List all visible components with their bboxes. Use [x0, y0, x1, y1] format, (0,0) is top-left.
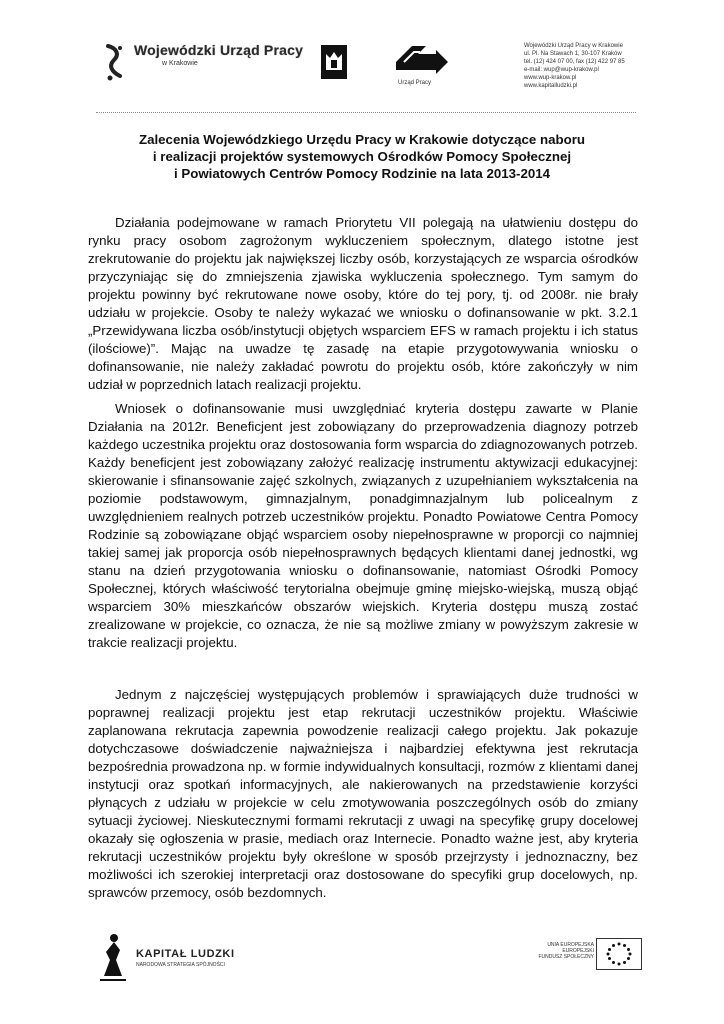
header-divider [96, 112, 636, 113]
wup-emblem-icon [102, 42, 128, 82]
urzad-pracy-arrow-icon [392, 40, 450, 78]
up-caption: Urząd Pracy [398, 80, 432, 86]
kapital-ludzki-logo [96, 930, 235, 986]
address-line: ul. Pl. Na Stawach 1, 30-107 Kraków [524, 51, 622, 57]
wup-sub: w Krakowie [162, 60, 198, 67]
paragraph-2: Wniosek o dofinansowanie musi uwzględniać kryteria dostępu zawarte w Planie Działania na 2012r. Beneficjent jest zobowiązany do przeprowadzenia diagnozy potrzeb każdego uczestnika projektu oraz dostosowania form wsparcia do zdiagnozowanych potrzeb. Każdy beneficjent jest zobowiązany założyć realizację instrumentu aktywizacji edukacyjnej: skierowanie i sfinansowanie zajęć szkolnych, związanych z uzupełnianiem wykształcenia na poziomie podstawowym, gimnazjalnym, ponadgimnazjalnym lub policealnym z uwzględnieniem realnych potrzeb uczestników projektu. Ponadto Powiatowe Centra Pomocy Rodzinie są zobowiązane objąć wsparciem osoby niepełnosprawne w proporcji co najmniej takiej samej jak proporcja osób niepełnosprawnych będących klientami danej jednostki, wg stanu na dzień przygotowania wniosku o dofinansowanie, natomiast Ośrodki Pomocy Społecznej, których właściwość terytorialna obejmuje gminę miejsko-wiejską, muszą objąć wsparciem 30% mieszkańców obszarów wiejskich. Kryteria dostępu muszą zostać zrealizowane w projekcie, co oznacza, że nie są możliwe zmiany w powyższym zakresie w trakcie realizacji projektu. [88, 401, 638, 650]
address-line: e-mail: wup@wup-krakow.pl [524, 67, 599, 73]
address-block [524, 42, 648, 90]
eu-stars-icon [604, 941, 634, 967]
eu-line: FUNDUSZ SPOŁECZNY [538, 954, 594, 960]
eu-flag-logo [596, 938, 642, 970]
eu-line: UNIA EUROPEJSKA [547, 942, 594, 948]
wup-logo [102, 42, 303, 82]
eu-caption [530, 942, 594, 960]
address-line: www.kapitalludzki.pl [524, 83, 578, 89]
kapital-ludzki-emblem-icon [96, 930, 130, 986]
wup-name: Wojewódzki Urząd Pracy [134, 42, 304, 58]
page-footer [92, 930, 648, 996]
paragraph-1: Działania podejmowane w ramach Priorytetu VII polegają na ułatwieniu dostępu do rynku pracy osobom zagrożonym wykluczeniem społecznym, dlatego istotne jest zrekrutowanie do projektu jak największej liczby osób, korzystających ze wsparcia ośrodków przyczyniając się do zmniejszenia zjawiska wykluczenia społecznego. Tym samym do projektu powinny być rekrutowane nowe osoby, które do tej pory, tj. od 2008r. nie brały udziału w projekcie. Osoby te należy wykazać we wniosku o dofinansowanie w pkt. 3.2.1 „Przewidywana liczba osób/instytucji objętych wsparciem EFS w ramach projektu i ich status (ilościowe)”. Mając na uwadze tę zasadę na etapie przygotowywania wniosku o dofinansowanie, nie należy zakładać powrotu do projektu osób, które zakończyły w nim udział w poprzednich latach realizacji projektu. [88, 215, 638, 392]
letterhead [92, 36, 640, 104]
kl-name: KAPITAŁ LUDZKI [136, 948, 235, 960]
title-line: i Powiatowych Centrów Pomocy Rodzinie na lata 2013-2014 [173, 166, 551, 181]
urzad-pracy-logo [392, 40, 450, 86]
document-title [84, 131, 640, 182]
title-line: Zalecenia Wojewódzkiego Urzędu Pracy w Krakowie dotyczące naboru [138, 132, 586, 147]
paragraph-3: Jednym z najczęściej występujących problemów i sprawiających duże trudności w poprawnej realizacji projektu jest etap rekrutacji uczestników projektu. Właściwie zaplanowana rekrutacja zapewnia powodzenie realizacji całego projektu. Jak pokazuje dotychczasowe doświadczenie najważniejsza i najbardziej efektywna jest rekrutacja bezpośrednia prowadzona np. w formie indywidualnych konsultacji, rozmów z klientami danej instytucji oraz spotkań informacyjnych, ale nakierowanych na przedstawienie korzyści płynących z udziału w projekcie w celu zmotywowania poszczególnych osób do zmiany sytuacji życiowej. Nieskutecznymi formami rekrutacji z uwagi na specyfikę grupy docelowej okazały się ogłoszenia w prasie, mediach oraz Internecie. Ponadto ważne jest, aby kryteria rekrutacji uczestników projektu były określone w sposób przejrzysty i jednoznaczny, bez możliwości ich szerokiej interpretacji oraz dostosowane do specyfiki grup docelowych, np. sprawców przemocy, osób bezdomnych. [88, 687, 638, 900]
kl-sub: NARODOWA STRATEGIA SPÓJNOŚCI [136, 962, 225, 968]
address-line: tel. (12) 424 07 00, fax (12) 422 97 85 [524, 59, 625, 65]
malopolska-crest-logo [320, 44, 348, 80]
address-line: Wojewódzki Urząd Pracy w Krakowie [524, 43, 623, 49]
crest-icon [320, 44, 348, 80]
address-line: www.wup-krakow.pl [524, 75, 577, 81]
eu-line: EUROPEJSKI [562, 948, 594, 954]
title-line: i realizacji projektów systemowych Ośrodków Pomocy Społecznej [152, 149, 572, 164]
